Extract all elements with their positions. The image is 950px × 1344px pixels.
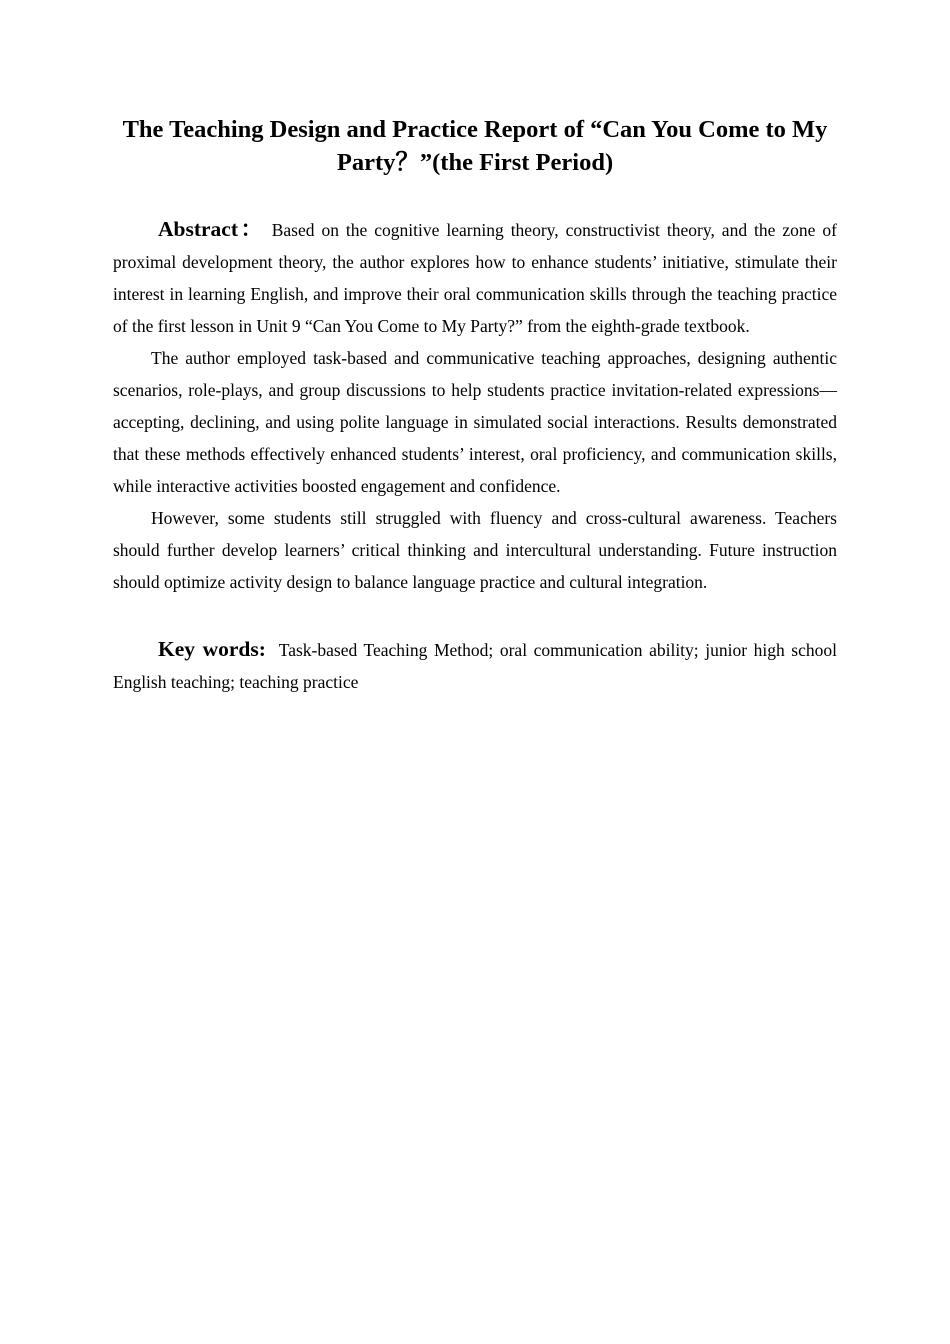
abstract-paragraph: However, some students still struggled with fluency and cross-cultural awareness. Teachers should further develop learners’ critical thinking and intercultural understanding. Future instruction should optimize activity design to balance language practice and cultural integration. — [113, 508, 837, 592]
document-title: The Teaching Design and Practice Report of “Can You Come to My Party？”(the First Period) — [122, 116, 828, 176]
abstract-text: Based on the cognitive learning theory, constructivist theory, and the zone of proximal development theory, the author explores how to enhance students’ initiative, stimulate their interest in learning English, and improve their oral communication skills through the teaching practice of the first lesson in Unit 9 “Can You Come to My Party?” from the eighth-grade textbook. — [113, 220, 837, 336]
keywords-section — [113, 633, 837, 698]
abstract-label: Abstract： — [158, 217, 265, 241]
abstract-paragraph — [113, 213, 837, 342]
keywords-label: Key words: — [158, 637, 266, 661]
document-page — [113, 113, 837, 716]
abstract-paragraph: The author employed task-based and communicative teaching approaches, designing authentic scenarios, role-plays, and group discussions to help students practice invitation-related expressions—accepting, declining, and using polite language in simulated social interactions. Results demonstrated that these methods effectively enhanced students’ interest, oral proficiency, and communication skills, while interactive activities boosted engagement and confidence. — [113, 348, 837, 496]
abstract-section — [113, 213, 837, 598]
keywords-text: Task-based Teaching Method; oral communication ability; junior high school English teaching; teaching practice — [113, 640, 837, 692]
